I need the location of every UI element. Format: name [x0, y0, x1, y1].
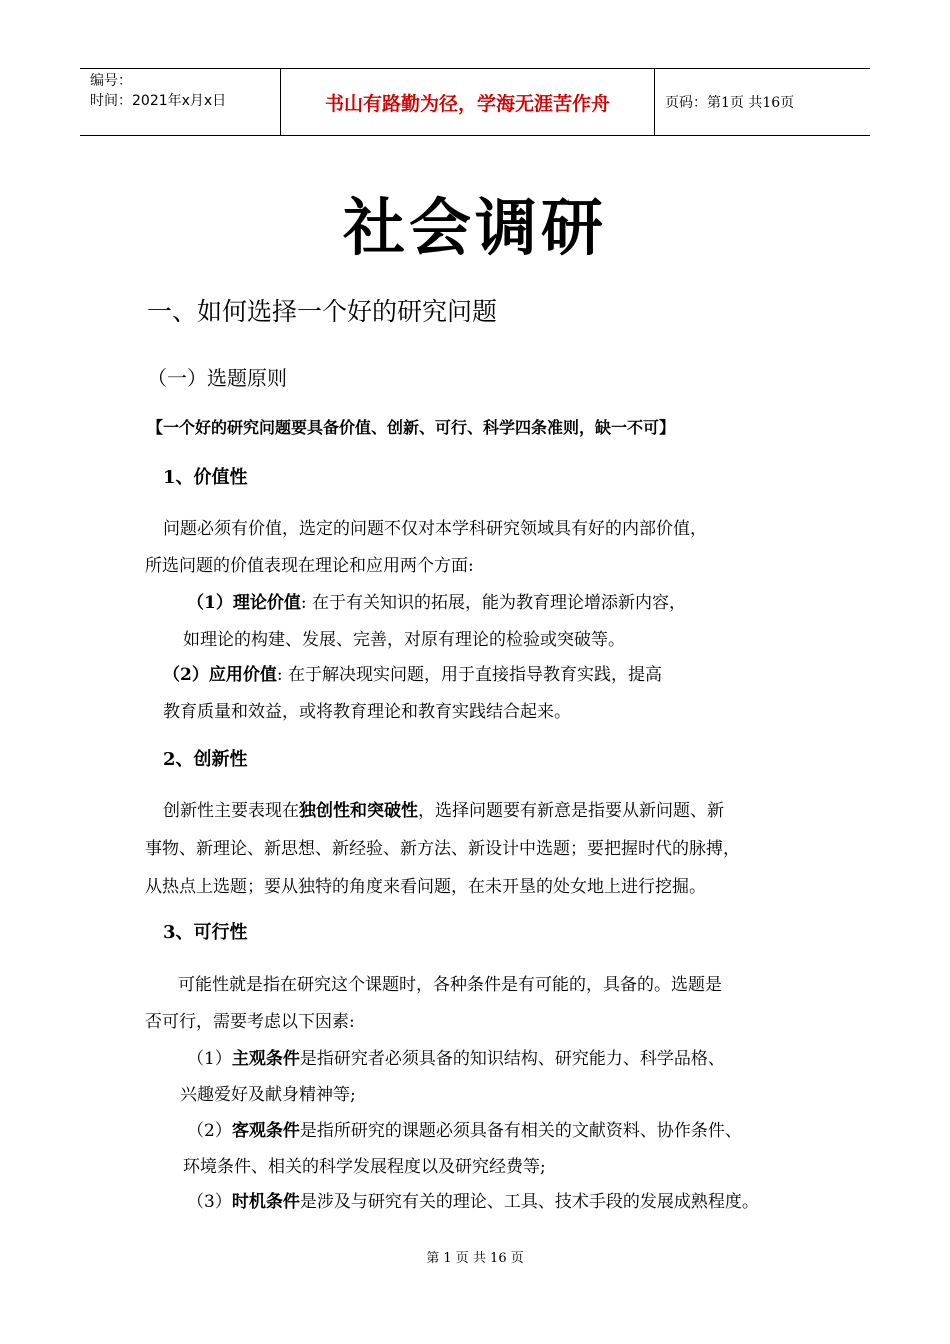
item-text: 是指所研究的课题必须具备有相关的文献资料、协作条件、 [299, 1121, 742, 1141]
text-run: 创新性主要表现在 [163, 801, 299, 821]
subsection-heading: （一）选题原则 [147, 366, 287, 390]
paragraph-line [163, 796, 724, 821]
item-number: （2） [187, 1121, 232, 1141]
theory-value-label: （1）理论价值 [187, 593, 301, 613]
application-value-label: （2）应用价值 [163, 665, 277, 685]
paragraph-line: 如理论的构建、发展、完善，对原有理论的检验或突破等。 [183, 630, 625, 650]
text-run: ，选择问题要有新意是指要从新问题、新 [418, 801, 724, 821]
objective-condition-label: 客观条件 [231, 1121, 300, 1141]
item-text: 是指研究者必须具备的知识结构、研究能力、科学品格、 [299, 1049, 725, 1069]
paragraph-line: 问题必须有价值，选定的问题不仅对本学科研究领域具有好的内部价值， [163, 519, 707, 539]
application-value-item [163, 660, 662, 685]
value-heading: 1、价值性 [163, 467, 248, 488]
paragraph-line: 从热点上选题；要从独特的角度来看问题，在未开垦的处女地上进行挖掘。 [145, 877, 706, 897]
item-number: （1） [187, 1049, 232, 1069]
page-footer: 第 1 页 共 16 页 [426, 1251, 524, 1266]
paragraph-line: 兴趣爱好及献身精神等; [180, 1085, 356, 1105]
item-number: （3） [187, 1192, 232, 1212]
header-page-code: 页码：第1页 共16页 [665, 95, 795, 111]
doc-number-label: 编号： [90, 73, 132, 89]
paragraph-line: 教育质量和效益，或将教育理论和教育实践结合起来。 [163, 702, 571, 722]
paragraph-line: 可能性就是指在研究这个课题时，各种条件是有可能的，具备的。选题是 [178, 975, 722, 995]
section-heading: 一、如何选择一个好的研究问题 [147, 297, 498, 326]
header-motto: 书山有路勤为径，学海无涯苦作舟 [281, 69, 655, 135]
feasibility-heading: 3、可行性 [163, 922, 248, 943]
application-value-text: : 在于解决现实问题，用于直接指导教育实践，提高 [276, 665, 662, 685]
paragraph-line: 事物、新理论、新思想、新经验、新方法、新设计中选题；要把握时代的脉搏， [145, 839, 740, 859]
subjective-condition-label: 主观条件 [231, 1049, 300, 1069]
paragraph-line: 否可行，需要考虑以下因素: [145, 1012, 355, 1032]
paragraph-line: 所选问题的价值表现在理论和应用两个方面: [145, 556, 474, 576]
page-header [80, 68, 870, 136]
objective-condition-item [187, 1116, 742, 1141]
timing-condition-item [187, 1187, 759, 1212]
timing-condition-label: 时机条件 [231, 1192, 300, 1212]
theory-value-item [187, 588, 686, 613]
document-title: 社会调研 [342, 191, 607, 264]
header-meta [80, 69, 281, 135]
subjective-condition-item [187, 1044, 725, 1069]
theory-value-text: : 在于有关知识的拓展，能为教育理论增添新内容， [300, 593, 686, 613]
emphasis: 独创性和突破性 [299, 801, 418, 821]
item-text: 是涉及与研究有关的理论、工具、技术手段的发展成熟程度。 [299, 1192, 759, 1212]
innovation-heading: 2、创新性 [163, 749, 248, 770]
doc-date: 时间：2021年x月x日 [90, 93, 227, 109]
principle-rule: 【一个好的研究问题要具备价值、创新、可行、科学四条准则，缺一不可】 [147, 418, 676, 437]
paragraph-line: 环境条件、相关的科学发展程度以及研究经费等; [183, 1157, 546, 1177]
